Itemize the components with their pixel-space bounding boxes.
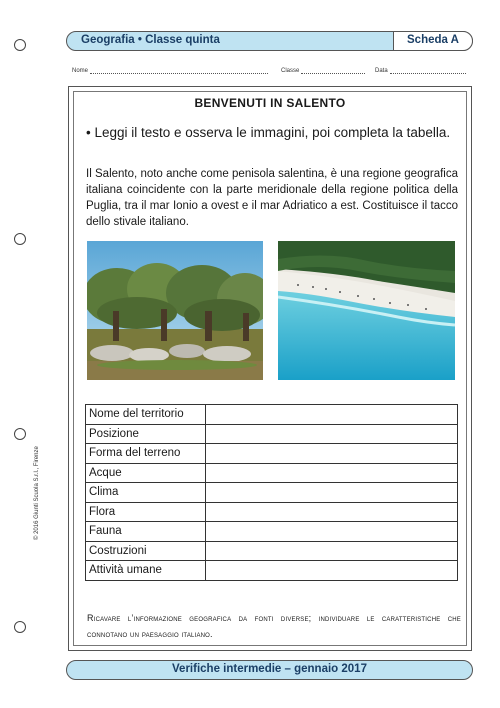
row-label: Nome del territorio (86, 405, 206, 425)
date-field[interactable] (375, 67, 466, 74)
olive-grove-photo (87, 241, 263, 380)
binder-hole (14, 39, 26, 51)
binder-hole (14, 233, 26, 245)
row-label: Costruzioni (86, 541, 206, 561)
instruction-text: • Leggi il testo e osserva le immagini, poi completa la tabella. (86, 125, 451, 140)
answer-cell[interactable] (206, 424, 458, 444)
name-field[interactable] (72, 67, 268, 74)
answer-cell[interactable] (206, 405, 458, 425)
row-label: Attività umane (86, 561, 206, 581)
answer-cell[interactable] (206, 561, 458, 581)
scheda-label: Scheda A (393, 31, 473, 51)
header-bar (66, 31, 473, 51)
row-label: Forma del terreno (86, 444, 206, 464)
date-label: Data (375, 68, 388, 74)
row-label: Fauna (86, 522, 206, 542)
copyright-credit: © 2016 Giunti Scuola S.r.l., Firenze (34, 446, 40, 540)
description-table (85, 404, 458, 581)
row-label: Acque (86, 463, 206, 483)
answer-cell[interactable] (206, 483, 458, 503)
table-row (86, 463, 458, 483)
footer-bar: Verifiche intermedie – gennaio 2017 (66, 660, 473, 680)
class-label: Classe (281, 68, 300, 74)
binder-hole (14, 621, 26, 633)
table-row (86, 522, 458, 542)
binder-hole (14, 428, 26, 440)
row-label: Clima (86, 483, 206, 503)
answer-cell[interactable] (206, 522, 458, 542)
student-info-row (72, 67, 472, 77)
learning-goal: Ricavare l’informazione geografica da fonti diverse; individuare le caratteristiche che connotano un paesaggio italiano. (87, 613, 461, 639)
answer-cell[interactable] (206, 463, 458, 483)
table-row (86, 502, 458, 522)
table-row (86, 424, 458, 444)
answer-cell[interactable] (206, 541, 458, 561)
name-label: Nome (72, 68, 89, 74)
beach-photo (278, 241, 455, 380)
row-label: Flora (86, 502, 206, 522)
answer-cell[interactable] (206, 502, 458, 522)
body-text: Il Salento, noto anche come penisola salentina, è una regione geografica italiana coincidente con la parte meridionale della regione politica della Puglia, tra il mar Ionio a ovest e il mar Adriatico a est. Costituisce il tacco dello stivale italiano. (86, 168, 458, 228)
row-label: Posizione (86, 424, 206, 444)
subject-label: Geografia • Classe quinta (81, 34, 220, 46)
table-row (86, 541, 458, 561)
table-row (86, 561, 458, 581)
answer-cell[interactable] (206, 444, 458, 464)
table-row (86, 483, 458, 503)
table-row (86, 405, 458, 425)
worksheet-title: BENVENUTI IN SALENTO (194, 96, 346, 110)
table-row (86, 444, 458, 464)
class-field[interactable] (281, 67, 365, 74)
